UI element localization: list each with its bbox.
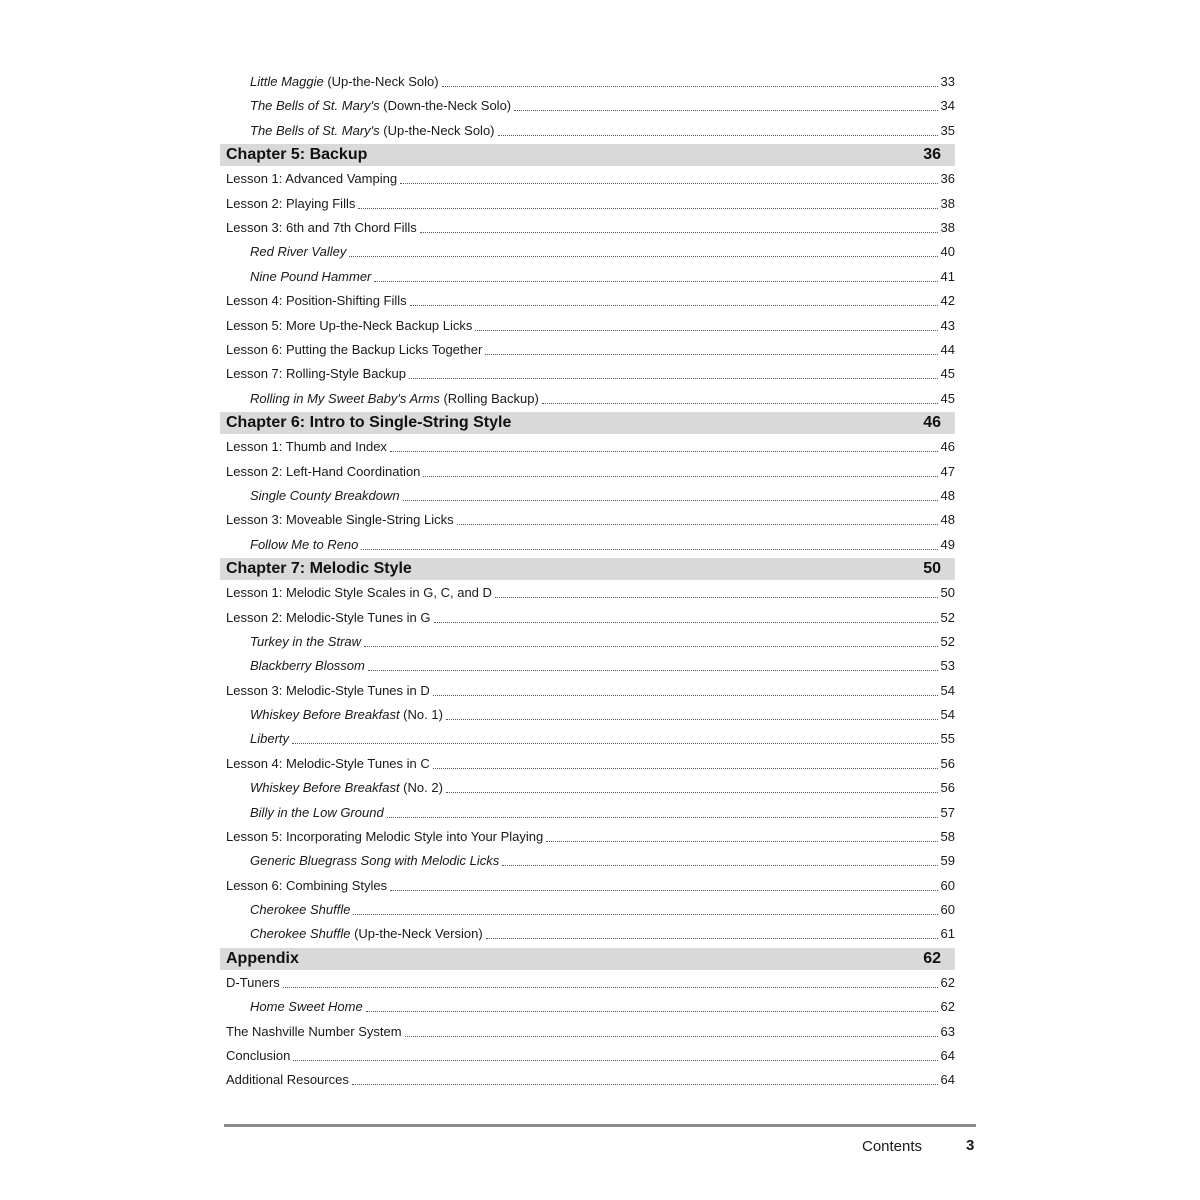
entry-page-number: 56 <box>940 756 955 771</box>
entry-title <box>250 269 371 285</box>
entry-page-number: 41 <box>940 269 955 284</box>
entry-page-number: 34 <box>940 98 955 113</box>
dot-leader <box>486 937 938 939</box>
dot-leader <box>433 694 938 696</box>
toc-song-entry <box>220 805 955 821</box>
toc-song-entry <box>220 269 955 285</box>
entry-title <box>250 707 443 723</box>
entry-title-part: (Up-the-Neck Solo) <box>379 123 495 138</box>
toc-lesson-entry <box>220 464 955 480</box>
entry-title-part: Blackberry Blossom <box>250 658 365 673</box>
toc-lesson-entry <box>220 1072 955 1088</box>
entry-page-number: 54 <box>940 707 955 722</box>
entry-title-part: (Rolling Backup) <box>439 391 539 406</box>
dot-leader <box>387 816 938 818</box>
toc-song-entry <box>220 488 955 504</box>
toc-song-entry <box>220 926 955 942</box>
entry-title: The Nashville Number System <box>226 1024 402 1039</box>
dot-leader <box>423 475 937 477</box>
dot-leader <box>405 1035 938 1037</box>
toc-lesson-entry <box>220 439 955 455</box>
toc-chapter-heading <box>220 412 955 434</box>
toc-song-entry <box>220 658 955 674</box>
entry-page-number: 59 <box>940 853 955 868</box>
toc-lesson-entry <box>220 220 955 236</box>
entry-title: Lesson 1: Advanced Vamping <box>226 171 398 186</box>
entry-page-number: 45 <box>940 391 955 406</box>
entry-title-part: Follow Me to Reno <box>250 537 359 552</box>
entry-page-number: 44 <box>940 342 955 357</box>
entry-title <box>250 98 511 114</box>
entry-page-number: 57 <box>940 805 955 820</box>
toc-lesson-entry <box>220 975 955 991</box>
entry-page-number: 48 <box>940 512 955 527</box>
chapter-page-number: 36 <box>923 146 941 163</box>
toc-lesson-entry <box>220 1024 955 1040</box>
entry-title <box>250 391 539 407</box>
entry-title <box>250 634 361 650</box>
dot-leader <box>409 377 938 379</box>
entry-page-number: 64 <box>940 1048 955 1063</box>
entry-page-number: 56 <box>940 780 955 795</box>
dot-leader <box>475 329 937 331</box>
dot-leader <box>390 889 937 891</box>
entry-title <box>250 731 289 747</box>
entry-page-number: 53 <box>940 658 955 673</box>
entry-page-number: 61 <box>940 926 955 941</box>
entry-title-part: Little Maggie <box>250 74 324 89</box>
chapter-title: Chapter 6: Intro to Single-String Style <box>226 414 512 431</box>
entry-page-number: 47 <box>940 464 955 479</box>
dot-leader <box>400 182 937 184</box>
dot-leader <box>410 304 938 306</box>
chapter-title: Appendix <box>226 950 299 967</box>
entry-page-number: 38 <box>940 220 955 235</box>
dot-leader <box>446 718 938 720</box>
entry-title-part: (No. 1) <box>399 707 443 722</box>
dot-leader <box>485 353 937 355</box>
entry-title: Lesson 6: Putting the Backup Licks Together <box>226 342 483 357</box>
toc-song-entry <box>220 537 955 553</box>
dot-leader <box>353 913 937 915</box>
entry-page-number: 40 <box>940 244 955 259</box>
entry-title-part: Turkey in the Straw <box>250 634 362 649</box>
entry-page-number: 35 <box>940 123 955 138</box>
entry-page-number: 54 <box>940 683 955 698</box>
toc-lesson-entry <box>220 318 955 334</box>
entry-title-part: Liberty <box>250 731 290 746</box>
entry-title-part: Whiskey Before Breakfast <box>250 707 400 722</box>
dot-leader <box>390 450 938 452</box>
toc-song-entry <box>220 123 955 139</box>
entry-title-part: Rolling in My Sweet Baby's Arms <box>250 391 440 406</box>
toc-song-entry <box>220 74 955 90</box>
toc-lesson-entry <box>220 829 955 845</box>
entry-page-number: 46 <box>940 439 955 454</box>
dot-leader <box>349 255 937 257</box>
entry-title-part: (No. 2) <box>399 780 443 795</box>
dot-leader <box>293 1059 937 1061</box>
entry-title <box>250 999 363 1015</box>
entry-page-number: 52 <box>940 634 955 649</box>
entry-title-part: Nine Pound Hammer <box>250 269 372 284</box>
toc-song-entry <box>220 634 955 650</box>
entry-title-part: Cherokee Shuffle <box>250 902 351 917</box>
entry-page-number: 43 <box>940 318 955 333</box>
toc-chapter-heading <box>220 948 955 970</box>
dot-leader <box>292 742 938 744</box>
entry-title <box>250 853 499 869</box>
entry-title-part: Home Sweet Home <box>250 999 363 1014</box>
toc-lesson-entry <box>220 585 955 601</box>
chapter-title: Chapter 5: Backup <box>226 146 368 163</box>
entry-title <box>250 902 350 918</box>
dot-leader <box>368 669 938 671</box>
toc-song-entry <box>220 244 955 260</box>
entry-title <box>250 244 346 260</box>
dot-leader <box>498 134 938 136</box>
dot-leader <box>366 1010 938 1012</box>
dot-leader <box>358 207 937 209</box>
entry-title: Lesson 3: Melodic-Style Tunes in D <box>226 683 430 698</box>
entry-title <box>250 926 483 942</box>
toc-lesson-entry <box>220 171 955 187</box>
dot-leader <box>434 621 938 623</box>
entry-page-number: 49 <box>940 537 955 552</box>
toc-lesson-entry <box>220 756 955 772</box>
entry-title: Lesson 2: Left-Hand Coordination <box>226 464 421 479</box>
entry-title-part: (Down-the-Neck Solo) <box>379 98 512 113</box>
toc-song-entry <box>220 780 955 796</box>
entry-title: Lesson 4: Position-Shifting Fills <box>226 293 407 308</box>
dot-leader <box>457 523 938 525</box>
toc-song-entry <box>220 853 955 869</box>
dot-leader <box>433 767 938 769</box>
entry-title: Lesson 5: Incorporating Melodic Style into Your Playing <box>226 829 544 844</box>
footer-section-label: Contents <box>862 1138 923 1155</box>
footer-page-number: 3 <box>966 1137 975 1154</box>
dot-leader <box>502 864 937 866</box>
entry-title: Lesson 3: Moveable Single-String Licks <box>226 512 454 527</box>
entry-title-part: Cherokee Shuffle <box>250 926 351 941</box>
toc-lesson-entry <box>220 342 955 358</box>
dot-leader <box>514 109 937 111</box>
entry-title: Lesson 6: Combining Styles <box>226 878 388 893</box>
entry-title <box>250 780 443 796</box>
entry-title: Lesson 1: Thumb and Index <box>226 439 387 454</box>
entry-title-part: Generic Bluegrass Song with Melodic Licks <box>250 853 500 868</box>
entry-page-number: 62 <box>940 975 955 990</box>
entry-title <box>250 74 439 90</box>
entry-page-number: 55 <box>940 731 955 746</box>
entry-title <box>250 123 495 139</box>
entry-page-number: 48 <box>940 488 955 503</box>
entry-page-number: 62 <box>940 999 955 1014</box>
entry-page-number: 45 <box>940 366 955 381</box>
entry-title-part: The Bells of St. Mary's <box>250 123 380 138</box>
entry-page-number: 42 <box>940 293 955 308</box>
entry-title: Lesson 5: More Up-the-Neck Backup Licks <box>226 318 473 333</box>
dot-leader <box>364 645 938 647</box>
entry-page-number: 33 <box>940 74 955 89</box>
toc-song-entry <box>220 391 955 407</box>
dot-leader <box>495 596 938 598</box>
entry-title-part: Red River Valley <box>250 244 347 259</box>
entry-title-part: (Up-the-Neck Solo) <box>323 74 439 89</box>
entry-title: Lesson 2: Melodic-Style Tunes in G <box>226 610 431 625</box>
entry-page-number: 63 <box>940 1024 955 1039</box>
toc-lesson-entry <box>220 293 955 309</box>
entry-page-number: 64 <box>940 1072 955 1087</box>
toc-lesson-entry <box>220 512 955 528</box>
toc-chapter-heading <box>220 144 955 166</box>
toc-song-entry <box>220 98 955 114</box>
entry-title: Additional Resources <box>226 1072 349 1087</box>
dot-leader <box>403 499 938 501</box>
entry-title <box>250 537 358 553</box>
entry-title <box>250 805 384 821</box>
chapter-title: Chapter 7: Melodic Style <box>226 560 412 577</box>
dot-leader <box>374 280 937 282</box>
entry-page-number: 52 <box>940 610 955 625</box>
dot-leader <box>361 548 937 550</box>
chapter-page-number: 50 <box>923 560 941 577</box>
entry-title-part: Single County Breakdown <box>250 488 400 503</box>
entry-page-number: 38 <box>940 196 955 211</box>
dot-leader <box>283 986 938 988</box>
toc-lesson-entry <box>220 878 955 894</box>
toc-lesson-entry <box>220 1048 955 1064</box>
toc-song-entry <box>220 902 955 918</box>
entry-title <box>250 658 365 674</box>
toc-song-entry <box>220 707 955 723</box>
toc-lesson-entry <box>220 196 955 212</box>
entry-title: Lesson 3: 6th and 7th Chord Fills <box>226 220 417 235</box>
chapter-page-number: 46 <box>923 414 941 431</box>
entry-page-number: 36 <box>940 171 955 186</box>
entry-title-part: Whiskey Before Breakfast <box>250 780 400 795</box>
entry-title-part: Billy in the Low Ground <box>250 805 384 820</box>
entry-title <box>250 488 400 504</box>
entry-title: Lesson 4: Melodic-Style Tunes in C <box>226 756 430 771</box>
entry-title: Lesson 7: Rolling-Style Backup <box>226 366 406 381</box>
toc-song-entry <box>220 731 955 747</box>
dot-leader <box>420 231 938 233</box>
dot-leader <box>442 85 938 87</box>
entry-page-number: 60 <box>940 878 955 893</box>
toc-lesson-entry <box>220 610 955 626</box>
chapter-page-number: 62 <box>923 950 941 967</box>
entry-title: Lesson 2: Playing Fills <box>226 196 356 211</box>
toc-song-entry <box>220 999 955 1015</box>
entry-title: Lesson 1: Melodic Style Scales in G, C, and D <box>226 585 492 600</box>
toc-lesson-entry <box>220 683 955 699</box>
footer-rule <box>224 1124 976 1127</box>
dot-leader <box>542 402 938 404</box>
toc-chapter-heading <box>220 558 955 580</box>
dot-leader <box>446 791 938 793</box>
entry-page-number: 50 <box>940 585 955 600</box>
entry-page-number: 58 <box>940 829 955 844</box>
entry-title: D-Tuners <box>226 975 280 990</box>
entry-title: Conclusion <box>226 1048 291 1063</box>
dot-leader <box>546 840 937 842</box>
dot-leader <box>352 1083 938 1085</box>
toc-lesson-entry <box>220 366 955 382</box>
entry-page-number: 60 <box>940 902 955 917</box>
entry-title-part: (Up-the-Neck Version) <box>350 926 483 941</box>
entry-title-part: The Bells of St. Mary's <box>250 98 380 113</box>
